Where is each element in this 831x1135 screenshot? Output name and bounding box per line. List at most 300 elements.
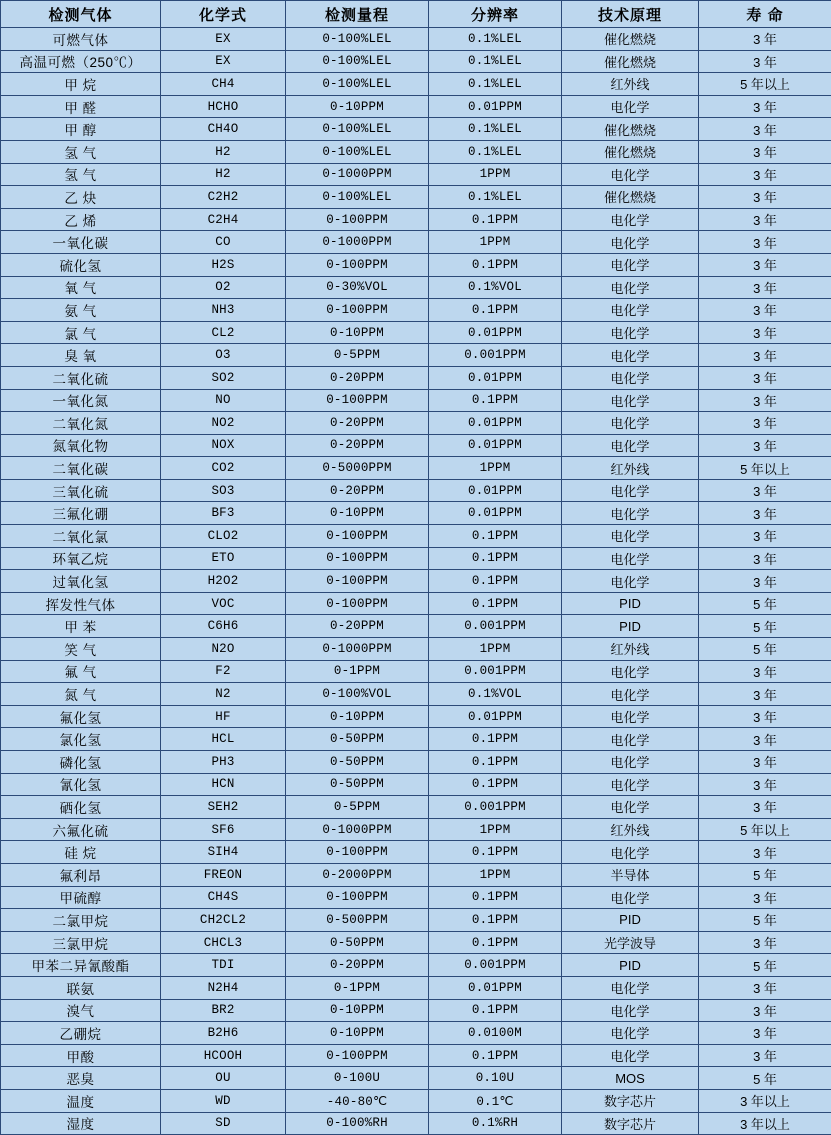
cell-col-2: 0-100%LEL [286,140,429,163]
cell-col-5: 3 年 [699,389,831,412]
cell-col-5: 3 年 [699,50,831,73]
table-row [1,863,831,886]
table-row [1,683,831,706]
cell-col-4: PID [562,592,699,615]
cell-col-1: N2 [161,683,286,706]
cell-col-5: 3 年 [699,208,831,231]
cell-col-5: 3 年 [699,28,831,51]
table-row [1,592,831,615]
cell-col-4: 催化燃烧 [562,140,699,163]
table-row [1,841,831,864]
table-row [1,231,831,254]
cell-col-1: NO2 [161,412,286,435]
table-row [1,705,831,728]
cell-col-1: C6H6 [161,615,286,638]
cell-gas-name: 氟利昂 [1,863,161,886]
cell-col-1: CO [161,231,286,254]
cell-gas-name: 二氧化氯 [1,525,161,548]
cell-col-5: 3 年 [699,773,831,796]
cell-col-4: 红外线 [562,818,699,841]
cell-col-5: 5 年 [699,863,831,886]
cell-gas-name: 一氧化氮 [1,389,161,412]
cell-col-4: 电化学 [562,366,699,389]
table-row [1,751,831,774]
cell-gas-name: 二氧化氮 [1,412,161,435]
cell-gas-name: 环氧乙烷 [1,547,161,570]
cell-col-5: 3 年 [699,976,831,999]
cell-col-2: 0-20PPM [286,615,429,638]
cell-col-1: O3 [161,344,286,367]
cell-col-3: 0.1PPM [429,931,562,954]
cell-col-5: 3 年 [699,140,831,163]
cell-col-2: 0-10PPM [286,705,429,728]
cell-col-4: 电化学 [562,389,699,412]
cell-col-1: H2O2 [161,570,286,593]
cell-col-3: 0.1%LEL [429,140,562,163]
cell-gas-name: 臭 氧 [1,344,161,367]
cell-col-1: SF6 [161,818,286,841]
cell-col-5: 3 年 [699,118,831,141]
cell-col-5: 3 年 [699,931,831,954]
cell-gas-name: 甲 醛 [1,95,161,118]
cell-col-4: PID [562,909,699,932]
cell-col-5: 3 年 [699,841,831,864]
cell-col-1: BR2 [161,999,286,1022]
table-row [1,118,831,141]
cell-col-5: 3 年 [699,231,831,254]
column-header-5: 寿 命 [699,1,831,28]
table-row [1,1112,831,1135]
cell-col-5: 3 年 [699,999,831,1022]
cell-col-2: 0-100PPM [286,525,429,548]
cell-col-3: 0.0100M [429,1022,562,1045]
cell-col-3: 0.01PPM [429,95,562,118]
cell-col-3: 0.01PPM [429,434,562,457]
table-row [1,163,831,186]
table-row [1,773,831,796]
cell-col-5: 3 年 [699,95,831,118]
cell-col-3: 1PPM [429,818,562,841]
cell-col-3: 1PPM [429,163,562,186]
cell-gas-name: 湿度 [1,1112,161,1135]
cell-col-1: HF [161,705,286,728]
cell-col-2: 0-10PPM [286,1022,429,1045]
table-row [1,1022,831,1045]
cell-col-4: 红外线 [562,73,699,96]
table-row [1,931,831,954]
cell-col-3: 0.10U [429,1067,562,1090]
cell-gas-name: 磷化氢 [1,751,161,774]
cell-col-3: 0.001PPM [429,660,562,683]
cell-col-2: 0-50PPM [286,773,429,796]
cell-col-1: TDI [161,954,286,977]
cell-col-4: 数字芯片 [562,1089,699,1112]
cell-col-4: 电化学 [562,95,699,118]
cell-col-3: 0.001PPM [429,796,562,819]
table-row [1,502,831,525]
cell-col-5: 3 年 [699,705,831,728]
cell-col-1: O2 [161,276,286,299]
cell-col-3: 0.001PPM [429,954,562,977]
cell-gas-name: 硒化氢 [1,796,161,819]
cell-col-4: 电化学 [562,705,699,728]
cell-col-4: 电化学 [562,751,699,774]
cell-col-2: 0-100%RH [286,1112,429,1135]
cell-col-5: 3 年以上 [699,1089,831,1112]
cell-col-4: 电化学 [562,796,699,819]
cell-col-3: 0.1PPM [429,389,562,412]
table-row [1,321,831,344]
cell-col-5: 3 年以上 [699,1112,831,1135]
cell-col-1: PH3 [161,751,286,774]
cell-col-1: NOX [161,434,286,457]
cell-col-5: 5 年 [699,638,831,661]
cell-col-2: 0-100PPM [286,592,429,615]
cell-gas-name: 甲 苯 [1,615,161,638]
cell-col-4: 电化学 [562,525,699,548]
table-row [1,1089,831,1112]
cell-col-5: 3 年 [699,660,831,683]
table-row [1,660,831,683]
cell-gas-name: 联氨 [1,976,161,999]
table-row [1,276,831,299]
cell-col-3: 0.1%LEL [429,73,562,96]
cell-col-3: 0.1PPM [429,773,562,796]
cell-col-4: 电化学 [562,886,699,909]
cell-col-2: 0-10PPM [286,321,429,344]
cell-col-3: 0.1PPM [429,525,562,548]
table-row [1,50,831,73]
cell-col-5: 3 年 [699,1022,831,1045]
cell-col-3: 0.1PPM [429,841,562,864]
table-row [1,1044,831,1067]
cell-col-5: 3 年 [699,502,831,525]
cell-gas-name: 三氟化硼 [1,502,161,525]
cell-gas-name: 硫化氢 [1,253,161,276]
cell-gas-name: 高温可燃（250℃） [1,50,161,73]
table-row [1,570,831,593]
table-row [1,389,831,412]
cell-col-2: 0-1PPM [286,660,429,683]
cell-col-1: CLO2 [161,525,286,548]
table-row [1,412,831,435]
cell-col-4: 电化学 [562,728,699,751]
cell-col-4: 催化燃烧 [562,28,699,51]
cell-col-3: 0.01PPM [429,366,562,389]
cell-col-3: 0.01PPM [429,502,562,525]
cell-col-5: 3 年 [699,683,831,706]
cell-gas-name: 二氧化硫 [1,366,161,389]
cell-col-2: 0-100PPM [286,1044,429,1067]
cell-col-1: CL2 [161,321,286,344]
cell-gas-name: 三氧化硫 [1,479,161,502]
cell-col-5: 5 年 [699,954,831,977]
table-row [1,344,831,367]
cell-col-5: 5 年以上 [699,818,831,841]
cell-col-1: EX [161,28,286,51]
cell-col-2: 0-1000PPM [286,163,429,186]
cell-col-2: 0-5PPM [286,796,429,819]
cell-col-2: 0-100PPM [286,570,429,593]
cell-col-2: 0-1PPM [286,976,429,999]
column-header-2: 检测量程 [286,1,429,28]
cell-col-2: 0-20PPM [286,366,429,389]
cell-col-1: HCN [161,773,286,796]
cell-col-2: 0-100PPM [286,389,429,412]
cell-col-5: 5 年以上 [699,457,831,480]
cell-col-1: SEH2 [161,796,286,819]
cell-gas-name: 氟化氢 [1,705,161,728]
cell-col-3: 0.1PPM [429,1044,562,1067]
cell-col-2: -40-80℃ [286,1089,429,1112]
cell-col-3: 1PPM [429,231,562,254]
cell-col-3: 0.1PPM [429,728,562,751]
cell-col-1: BF3 [161,502,286,525]
cell-col-4: 电化学 [562,208,699,231]
cell-col-1: ETO [161,547,286,570]
cell-col-3: 0.1PPM [429,208,562,231]
cell-col-3: 1PPM [429,863,562,886]
cell-col-5: 3 年 [699,479,831,502]
cell-col-1: SO2 [161,366,286,389]
cell-col-3: 0.001PPM [429,344,562,367]
cell-col-3: 0.1%VOL [429,276,562,299]
cell-col-5: 3 年 [699,321,831,344]
cell-col-5: 3 年 [699,570,831,593]
cell-gas-name: 氮 气 [1,683,161,706]
cell-col-4: 电化学 [562,231,699,254]
cell-col-4: 电化学 [562,434,699,457]
cell-col-1: NO [161,389,286,412]
table-row [1,479,831,502]
cell-col-3: 0.01PPM [429,705,562,728]
cell-col-3: 0.1%LEL [429,118,562,141]
table-row [1,615,831,638]
cell-col-1: HCHO [161,95,286,118]
cell-col-5: 3 年 [699,796,831,819]
cell-col-5: 3 年 [699,751,831,774]
cell-col-1: CO2 [161,457,286,480]
cell-col-5: 5 年 [699,615,831,638]
cell-col-5: 3 年 [699,276,831,299]
cell-col-5: 3 年 [699,186,831,209]
cell-col-2: 0-20PPM [286,434,429,457]
cell-col-5: 3 年 [699,163,831,186]
cell-gas-name: 六氟化硫 [1,818,161,841]
cell-col-2: 0-1000PPM [286,231,429,254]
cell-col-1: N2O [161,638,286,661]
cell-col-5: 3 年 [699,434,831,457]
cell-col-2: 0-20PPM [286,479,429,502]
cell-col-1: SIH4 [161,841,286,864]
cell-col-4: 电化学 [562,570,699,593]
table-row [1,253,831,276]
table-row [1,547,831,570]
cell-col-3: 0.1PPM [429,751,562,774]
column-header-0: 检测气体 [1,1,161,28]
cell-col-1: CH4O [161,118,286,141]
cell-gas-name: 甲酸 [1,1044,161,1067]
table-row [1,796,831,819]
table-row [1,299,831,322]
cell-col-1: N2H4 [161,976,286,999]
cell-col-2: 0-100PPM [286,841,429,864]
table-row [1,28,831,51]
cell-col-2: 0-100%VOL [286,683,429,706]
cell-col-3: 0.1PPM [429,299,562,322]
cell-gas-name: 氰化氢 [1,773,161,796]
column-header-4: 技术原理 [562,1,699,28]
cell-col-2: 0-10PPM [286,999,429,1022]
cell-col-3: 1PPM [429,457,562,480]
cell-col-5: 3 年 [699,886,831,909]
cell-col-4: 电化学 [562,976,699,999]
cell-col-5: 3 年 [699,366,831,389]
cell-gas-name: 氧 气 [1,276,161,299]
cell-col-4: 红外线 [562,457,699,480]
cell-col-2: 0-100%LEL [286,50,429,73]
cell-col-2: 0-50PPM [286,728,429,751]
table-row [1,728,831,751]
table-row [1,208,831,231]
cell-col-2: 0-100%LEL [286,28,429,51]
cell-col-4: 电化学 [562,1022,699,1045]
table-row [1,886,831,909]
cell-col-3: 0.1%LEL [429,28,562,51]
cell-col-2: 0-20PPM [286,412,429,435]
cell-col-3: 0.01PPM [429,321,562,344]
cell-gas-name: 甲 醇 [1,118,161,141]
cell-col-3: 0.1%VOL [429,683,562,706]
cell-gas-name: 一氧化碳 [1,231,161,254]
cell-gas-name: 乙硼烷 [1,1022,161,1045]
cell-col-2: 0-1000PPM [286,638,429,661]
cell-col-5: 5 年 [699,909,831,932]
table-row [1,73,831,96]
cell-col-2: 0-20PPM [286,954,429,977]
table-header [1,1,831,28]
cell-col-3: 0.01PPM [429,976,562,999]
cell-col-4: PID [562,954,699,977]
cell-col-2: 0-30%VOL [286,276,429,299]
cell-col-1: B2H6 [161,1022,286,1045]
table-row [1,909,831,932]
cell-col-1: F2 [161,660,286,683]
cell-col-3: 0.1PPM [429,570,562,593]
cell-col-3: 0.1PPM [429,999,562,1022]
cell-col-4: 电化学 [562,163,699,186]
cell-col-2: 0-100PPM [286,299,429,322]
table-row [1,638,831,661]
table-row [1,434,831,457]
cell-gas-name: 甲苯二异氰酸酯 [1,954,161,977]
cell-col-1: H2 [161,163,286,186]
cell-col-1: OU [161,1067,286,1090]
cell-gas-name: 氯 气 [1,321,161,344]
cell-col-4: 电化学 [562,1044,699,1067]
cell-col-1: SD [161,1112,286,1135]
cell-col-1: NH3 [161,299,286,322]
cell-col-2: 0-100%LEL [286,186,429,209]
cell-col-5: 5 年 [699,592,831,615]
cell-col-5: 3 年 [699,344,831,367]
table-body [1,28,831,1135]
cell-col-5: 3 年 [699,412,831,435]
cell-col-2: 0-10PPM [286,95,429,118]
cell-col-1: CH2CL2 [161,909,286,932]
cell-gas-name: 恶臭 [1,1067,161,1090]
cell-gas-name: 挥发性气体 [1,592,161,615]
cell-gas-name: 氢 气 [1,140,161,163]
cell-col-5: 3 年 [699,299,831,322]
cell-col-4: 电化学 [562,276,699,299]
cell-col-1: C2H4 [161,208,286,231]
cell-col-4: 电化学 [562,502,699,525]
cell-col-4: 半导体 [562,863,699,886]
cell-gas-name: 甲硫醇 [1,886,161,909]
cell-col-2: 0-10PPM [286,502,429,525]
cell-col-2: 0-1000PPM [286,818,429,841]
cell-col-1: CHCL3 [161,931,286,954]
cell-col-4: 电化学 [562,660,699,683]
cell-col-4: 红外线 [562,638,699,661]
cell-gas-name: 可燃气体 [1,28,161,51]
cell-col-5: 3 年 [699,728,831,751]
cell-col-2: 0-100U [286,1067,429,1090]
cell-gas-name: 氟 气 [1,660,161,683]
cell-col-4: 光学波导 [562,931,699,954]
cell-col-4: 催化燃烧 [562,50,699,73]
cell-col-1: H2 [161,140,286,163]
cell-col-1: HCL [161,728,286,751]
cell-col-3: 0.001PPM [429,615,562,638]
cell-col-2: 0-100%LEL [286,73,429,96]
cell-gas-name: 乙 炔 [1,186,161,209]
cell-col-2: 0-2000PPM [286,863,429,886]
table-row [1,366,831,389]
cell-col-4: 电化学 [562,321,699,344]
cell-col-4: MOS [562,1067,699,1090]
table-row [1,954,831,977]
cell-col-4: 电化学 [562,547,699,570]
cell-gas-name: 乙 烯 [1,208,161,231]
table-row [1,140,831,163]
cell-col-5: 3 年 [699,547,831,570]
cell-gas-name: 过氧化氢 [1,570,161,593]
cell-col-3: 0.1PPM [429,909,562,932]
cell-col-4: 电化学 [562,841,699,864]
cell-col-4: 电化学 [562,412,699,435]
table-row [1,976,831,999]
cell-gas-name: 三氯甲烷 [1,931,161,954]
cell-col-2: 0-100PPM [286,547,429,570]
cell-gas-name: 氨 气 [1,299,161,322]
cell-col-2: 0-500PPM [286,909,429,932]
cell-col-2: 0-100PPM [286,253,429,276]
cell-col-1: CH4 [161,73,286,96]
cell-col-3: 0.1PPM [429,547,562,570]
cell-col-4: 催化燃烧 [562,186,699,209]
cell-gas-name: 氮氧化物 [1,434,161,457]
cell-col-4: 电化学 [562,253,699,276]
cell-col-1: H2S [161,253,286,276]
table-row [1,1067,831,1090]
cell-col-3: 0.1%LEL [429,186,562,209]
cell-col-1: C2H2 [161,186,286,209]
table-row [1,818,831,841]
cell-gas-name: 溴气 [1,999,161,1022]
cell-col-1: FREON [161,863,286,886]
